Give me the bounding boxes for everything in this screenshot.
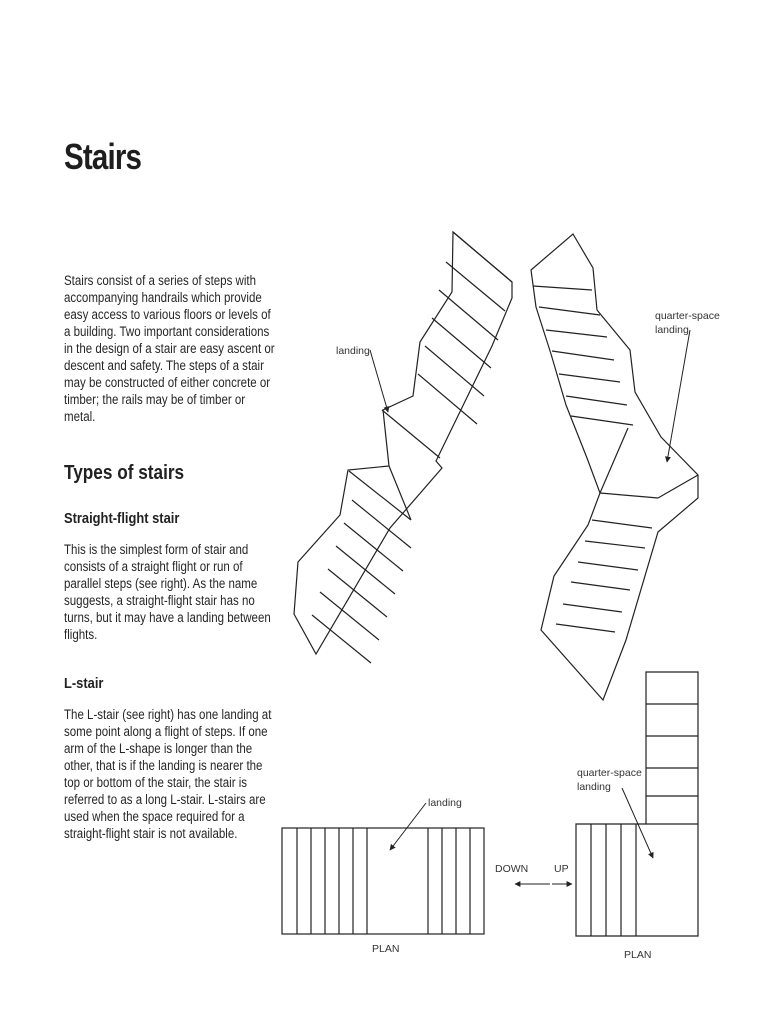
straight-plan-labels [372, 797, 550, 955]
straight-plan-landing-arrow [390, 803, 426, 850]
straight-plan-treads [297, 828, 470, 934]
l-stair-paragraph: The L-stair (see right) has one landing at some point along a flight of steps. If one arm of the L-shape is longer than the other, that is if the landing is nearer the top or bottom of the stair, the stair is referred to as a long L-stair. L-stairs are used when the space required for a straight-flight stair is not available. [64, 707, 272, 841]
l-stair-heading: L-stair [64, 675, 104, 692]
straight-3d-landing-arrow [370, 350, 388, 412]
straight-plan-label: PLAN [372, 943, 400, 955]
down-label: DOWN [495, 863, 529, 875]
l-plan-outline [576, 672, 698, 936]
straight-stair-landing [349, 410, 440, 520]
l-3d-landing-label [655, 310, 720, 462]
l-stair-drawing [531, 234, 698, 700]
l-stair-outline [531, 234, 698, 700]
straight-flight-paragraph: This is the simplest form of stair and consists of a straight flight or run of parallel steps (see right). As the name suggests, a straight-flight stair has no turns, but it may have a landing between flights. [64, 542, 271, 642]
page-title: Stairs [64, 136, 142, 177]
l-stair-landing [600, 428, 698, 498]
straight-flight-stair-drawing [294, 232, 512, 663]
l-plan-label: PLAN [624, 949, 652, 961]
intro-paragraph: Stairs consist of a series of steps with accompanying handrails which provide easy access to various floors or levels of a building. Two important considerations in the design of a stair are easy ascent or descent and safety. The steps of a stair may be constructed of either concrete or timber; the rails may be of timber or metal. [64, 273, 275, 424]
straight-stair-treads [312, 232, 512, 663]
up-label: UP [554, 863, 569, 875]
l-3d-landing-text-2: landing [655, 324, 689, 336]
l-plan-labels [552, 767, 653, 961]
l-stair-treads [533, 286, 652, 632]
l-plan-landing-text-2: landing [577, 781, 611, 793]
straight-stair-outline [294, 232, 512, 654]
straight-plan-landing-text: landing [428, 797, 462, 809]
types-heading: Types of stairs [64, 462, 185, 484]
straight-3d-landing-label [336, 345, 388, 412]
straight-plan-drawing [282, 828, 484, 934]
l-plan-landing-arrow [622, 788, 653, 858]
l-3d-landing-text-1: quarter-space [655, 310, 720, 322]
l-3d-landing-arrow [667, 330, 690, 462]
straight-plan-outline [282, 828, 484, 934]
l-plan-landing-text-1: quarter-space [577, 767, 642, 779]
l-plan-drawing [576, 672, 698, 936]
straight-flight-heading: Straight-flight stair [64, 510, 180, 527]
straight-3d-landing-text: landing [336, 345, 370, 357]
l-plan-treads [591, 704, 698, 936]
